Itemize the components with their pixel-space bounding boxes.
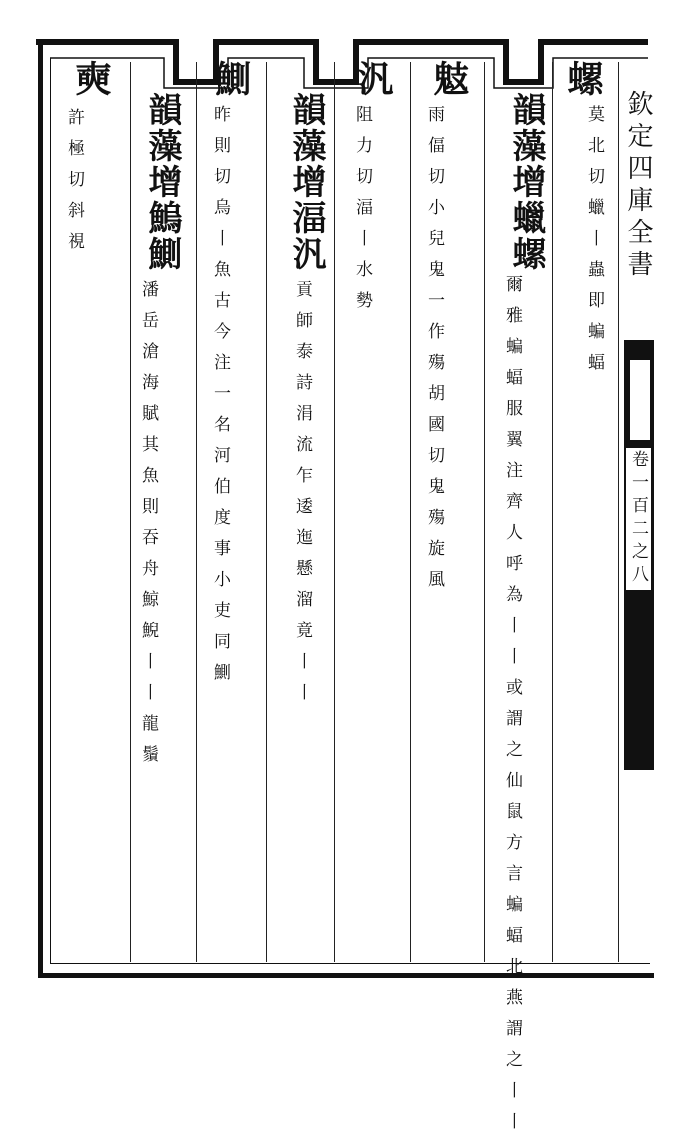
column-divider	[130, 62, 131, 962]
column-divider	[334, 62, 335, 962]
headword: 螺	[562, 60, 604, 96]
volume-label: 卷一百二之八	[626, 448, 651, 590]
entry-text: 昨則切烏丨魚古今注一名河伯度事小吏同鰂	[210, 105, 230, 694]
column-divider	[196, 62, 197, 962]
entry-text: 潘岳滄海賦其魚則吞舟鯨鯢丨丨龍鬚	[138, 280, 158, 776]
entry-column-1	[558, 60, 609, 96]
entry-text: 爾雅蝙蝠服翼注齊人呼為丨丨或謂之仙鼠方言蝙蝠北燕謂之丨丨	[502, 275, 522, 1143]
margin-fishtail	[630, 360, 650, 440]
column-divider	[552, 62, 553, 962]
entry-text: 莫北切蠟丨蟲即蝙蝠	[584, 105, 604, 384]
entry-column-3	[424, 60, 475, 96]
column-divider	[484, 62, 485, 962]
column-divider	[618, 62, 619, 962]
column-divider	[266, 62, 267, 962]
entry-text: 阻力切湢丨水勢	[352, 105, 372, 322]
headword: 鰂	[210, 60, 252, 96]
entry-heading: 韻藻增鰞鰂	[142, 92, 182, 272]
book-title: 欽定四庫全書	[623, 90, 653, 282]
entry-text: 雨偪切小兒鬼一作殤胡國切鬼殤旋風	[424, 105, 444, 601]
headword: 鬾	[428, 60, 470, 96]
entry-column-6	[206, 60, 257, 96]
entry-text: 許極切斜視	[64, 108, 84, 263]
entry-text: 貢師泰詩涓流乍逶迤懸溜竟丨丨	[292, 280, 312, 714]
entry-column-8	[66, 60, 117, 96]
column-divider	[410, 62, 411, 962]
entry-column-4	[348, 60, 399, 96]
crenellated-top-border	[36, 38, 648, 90]
entry-heading: 韻藻增蠟螺	[506, 92, 546, 272]
headword: 奭	[70, 60, 112, 96]
entry-heading: 韻藻增湢汎	[286, 92, 326, 272]
headword: 汎	[352, 60, 394, 96]
